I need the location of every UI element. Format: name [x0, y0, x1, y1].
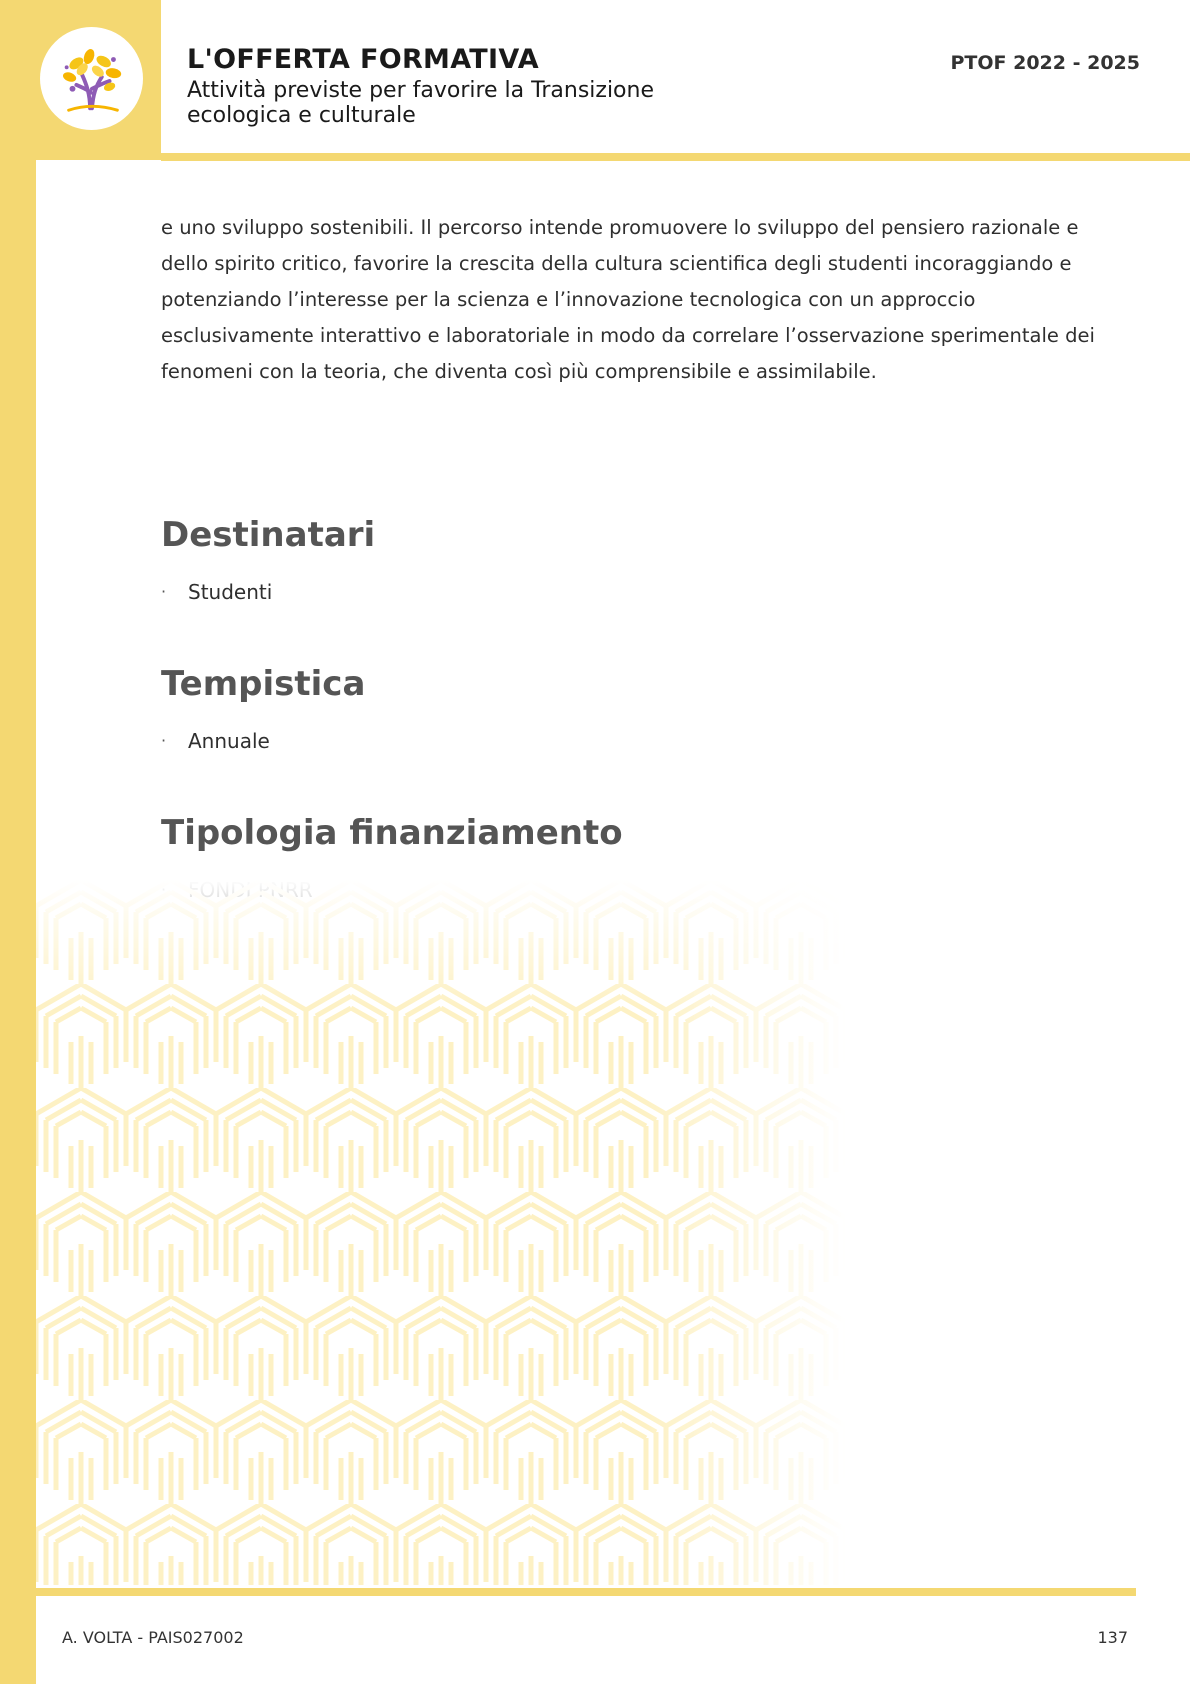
list-item-text: Studenti: [188, 580, 273, 604]
section-list: [161, 727, 1061, 755]
header-title: L'OFFERTA FORMATIVA: [187, 44, 539, 75]
intro-paragraph: e uno sviluppo sostenibili. Il percorso intende promuovere lo sviluppo del pensiero razionale e dello spirito critico, favorire la crescita della cultura scientifica degli studenti incoraggiando e potenziando l’interesse per la scienza e l’innovazione tecnologica con un approccio esclusivamente interattivo e laboratoriale in modo da correlare l’osservazione sperimentale dei fenomeni con la teoria, che diventa così più comprensibile e assimilabile.: [161, 216, 1095, 383]
section-heading: Tempistica: [161, 664, 366, 704]
section-list: [161, 578, 1061, 606]
bullet-icon: ·: [161, 731, 167, 750]
tree-logo-icon: [53, 40, 131, 118]
document-code: PTOF 2022 - 2025: [950, 52, 1140, 74]
logo-block: [0, 0, 161, 160]
footer-divider: [36, 1588, 1136, 1596]
section-tempistica: [161, 663, 1061, 755]
list-item-text: Annuale: [188, 729, 270, 753]
list-item: [161, 578, 1061, 606]
section-heading: Destinatari: [161, 515, 376, 555]
page-number: 137: [1097, 1628, 1128, 1647]
list-item: [161, 727, 1061, 755]
section-heading: Tipologia finanziamento: [161, 813, 623, 853]
bullet-icon: ·: [161, 582, 167, 601]
footer-school-code: A. VOLTA - PAIS027002: [62, 1628, 244, 1647]
header-divider: [161, 153, 1190, 161]
left-accent-band: [0, 0, 36, 1684]
content-area: [161, 210, 1116, 390]
header-subtitle: Attività previste per favorire la Transizione ecologica e culturale: [187, 78, 654, 128]
section-destinatari: [161, 514, 1061, 606]
school-logo: [40, 27, 143, 130]
decorative-background-pattern: [36, 880, 846, 1585]
